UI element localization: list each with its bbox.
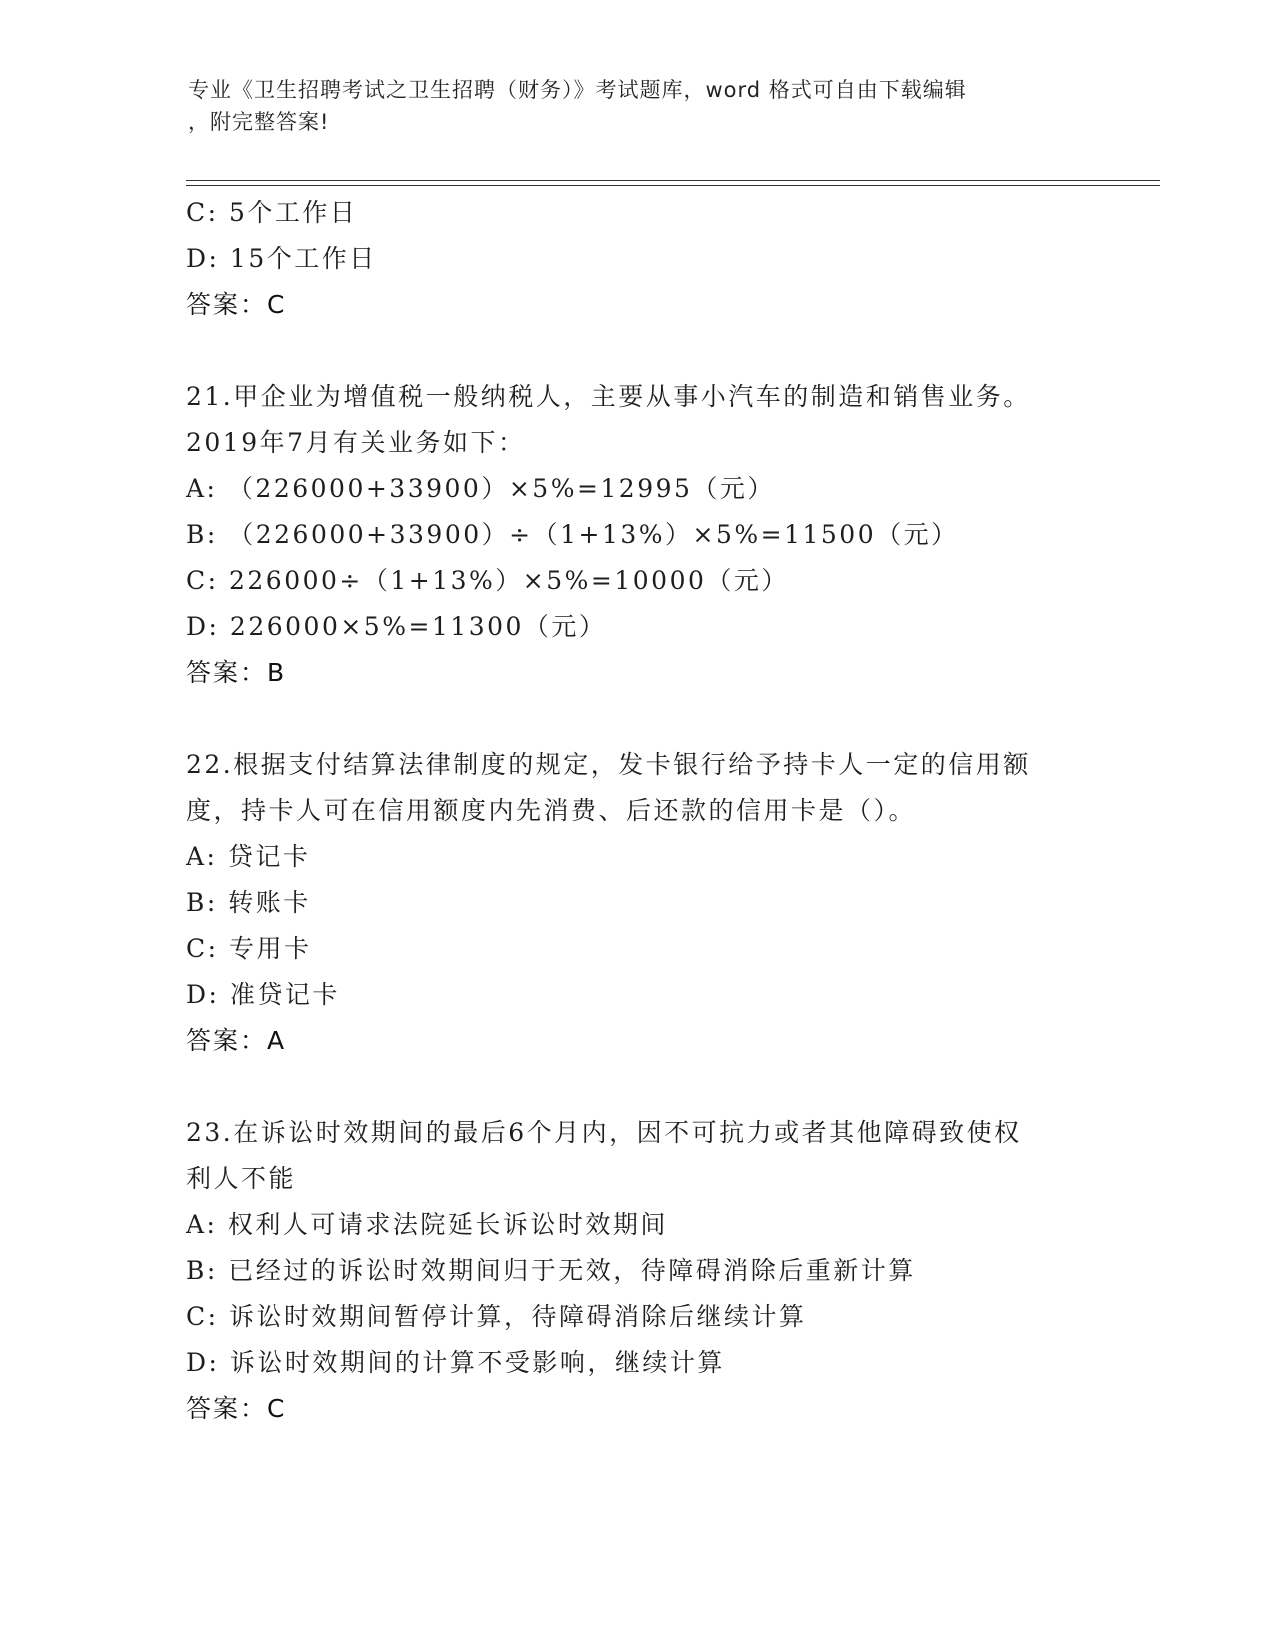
question-stem-line: 度，持卡人可在信用额度内先消费、后还款的信用卡是（）。 <box>186 796 917 825</box>
option-d: D: 诉讼时效期间的计算不受影响，继续计算 <box>186 1348 725 1377</box>
answer-line: 答案：B <box>186 658 287 687</box>
spacer <box>186 696 1086 742</box>
question-21 <box>186 374 1086 696</box>
previous-question-tail <box>186 190 1086 328</box>
option-a: A: （226000+33900）×5%=12995（元） <box>186 474 775 503</box>
question-23 <box>186 1110 1086 1432</box>
option-c: C: 226000÷（1+13%）×5%=10000（元） <box>186 566 789 595</box>
spacer <box>186 328 1086 374</box>
answer-line: 答案：C <box>186 1394 287 1423</box>
header-divider-top <box>186 180 1160 181</box>
option-b: B: 已经过的诉讼时效期间归于无效，待障碍消除后重新计算 <box>186 1256 916 1285</box>
option-b: B: （226000+33900）÷（1+13%）×5%=11500（元） <box>186 520 959 549</box>
option-a: A: 权利人可请求法院延长诉讼时效期间 <box>186 1210 668 1239</box>
option-c: C: 5个工作日 <box>186 198 358 227</box>
option-a: A: 贷记卡 <box>186 842 311 871</box>
option-d: D: 准贷记卡 <box>186 980 340 1009</box>
header-line-2: ，附完整答案! <box>188 110 330 134</box>
question-stem-line: 22.根据支付结算法律制度的规定，发卡银行给予持卡人一定的信用额 <box>186 750 1031 779</box>
option-c: C: 专用卡 <box>186 934 312 963</box>
option-b: B: 转账卡 <box>186 888 311 917</box>
question-22 <box>186 742 1086 1064</box>
option-d: D: 226000×5%=11300（元） <box>186 612 607 641</box>
answer-line: 答案：C <box>186 290 287 319</box>
header-divider-bottom <box>186 185 1160 186</box>
question-stem-line: 利人不能 <box>186 1164 297 1193</box>
option-c: C: 诉讼时效期间暂停计算，待障碍消除后继续计算 <box>186 1302 807 1331</box>
question-stem-line: 21.甲企业为增值税一般纳税人，主要从事小汽车的制造和销售业务。 <box>186 382 1031 411</box>
spacer <box>186 1064 1086 1110</box>
answer-line: 答案：A <box>186 1026 287 1055</box>
document-header <box>188 74 1068 138</box>
header-line-1: 专业《卫生招聘考试之卫生招聘（财务）》考试题库，word 格式可自由下载编辑 <box>188 78 967 102</box>
option-d: D: 15个工作日 <box>186 244 377 273</box>
question-stem-line: 23.在诉讼时效期间的最后6个月内，因不可抗力或者其他障碍致使权 <box>186 1118 1022 1147</box>
question-content <box>186 190 1086 1432</box>
question-stem-line: 2019年7月有关业务如下： <box>186 428 526 457</box>
